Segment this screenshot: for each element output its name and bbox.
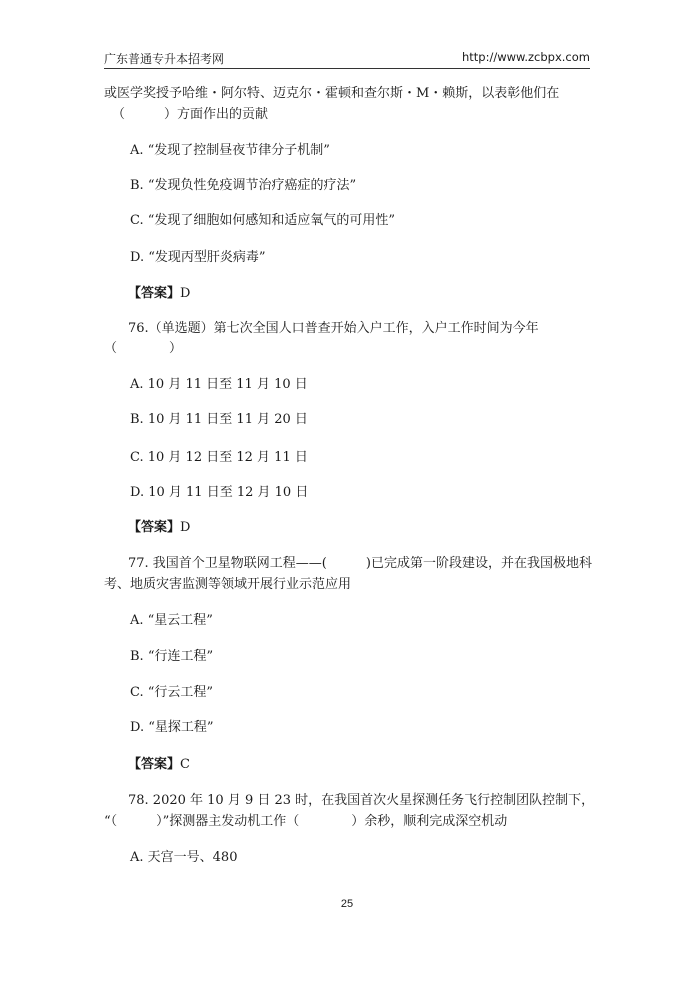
page-number: 25 (340, 898, 354, 910)
header-url[interactable]: http://www.zcbpx.com (461, 50, 590, 64)
q75-stem-line-2: （ ）方面作出的贡献 (112, 107, 269, 122)
q76-option-c: C. 10 月 12 日至 12 月 11 日 (130, 450, 308, 465)
q76-option-b: B. 10 月 11 日至 11 月 20 日 (130, 412, 308, 427)
q77-answer-value: C (180, 757, 190, 772)
q77-option-b: B. “行连工程” (130, 649, 214, 664)
q76-answer-value: D (180, 520, 191, 535)
q77-stem-line-1: 77. 我国首个卫星物联网工程——( )已完成第一阶段建设，并在我国极地科 (128, 556, 592, 571)
q78-stem-line-2: “（ ）”探测器主发动机工作（ ）余秒，顺利完成深空机动 (104, 814, 508, 829)
q76-answer (128, 520, 190, 536)
q76-stem-line-1: 76.（单选题）第七次全国人口普查开始入户工作，入户工作时间为今年 (128, 321, 539, 336)
q78-stem-line-1: 78. 2020 年 10 月 9 日 23 时，在我国首次火星探测任务飞行控制团队控制下， (128, 793, 595, 808)
q77-answer-label: 【答案】 (128, 757, 181, 772)
q76-option-d: D. 10 月 11 日至 12 月 10 日 (130, 485, 309, 500)
q77-option-c: C. “行云工程” (130, 685, 214, 700)
q75-option-b: B. “发现负性免疫调节治疗癌症的疗法” (130, 178, 357, 193)
q75-option-d: D. “发现丙型肝炎病毒” (130, 250, 266, 265)
header-site-title: 广东普通专升本招考网 (104, 52, 225, 66)
q77-answer (128, 757, 190, 773)
q76-stem-line-2: （ ） (104, 341, 183, 356)
q77-option-d: D. “星探工程” (130, 720, 214, 735)
q75-answer-label: 【答案】 (128, 286, 181, 301)
page-header (104, 50, 590, 68)
q77-stem-line-2: 考、地质灾害监测等领域开展行业示范应用 (104, 577, 352, 592)
q75-answer (128, 286, 190, 302)
header-divider (104, 68, 590, 69)
q77-option-a: A. “星云工程” (130, 613, 213, 628)
q78-option-a: A. 天宫一号、480 (130, 850, 238, 865)
q75-stem-line-1: 或医学奖授予哈维・阿尔特、迈克尔・霍顿和查尔斯・M・赖斯，以表彰他们在 (104, 86, 560, 101)
q76-answer-label: 【答案】 (128, 520, 181, 535)
q75-answer-value: D (180, 286, 191, 301)
q75-option-c: C. “发现了细胞如何感知和适应氧气的可用性” (130, 213, 396, 228)
q76-option-a: A. 10 月 11 日至 11 月 10 日 (130, 377, 308, 392)
q75-option-a: A. “发现了控制昼夜节律分子机制” (130, 143, 330, 158)
